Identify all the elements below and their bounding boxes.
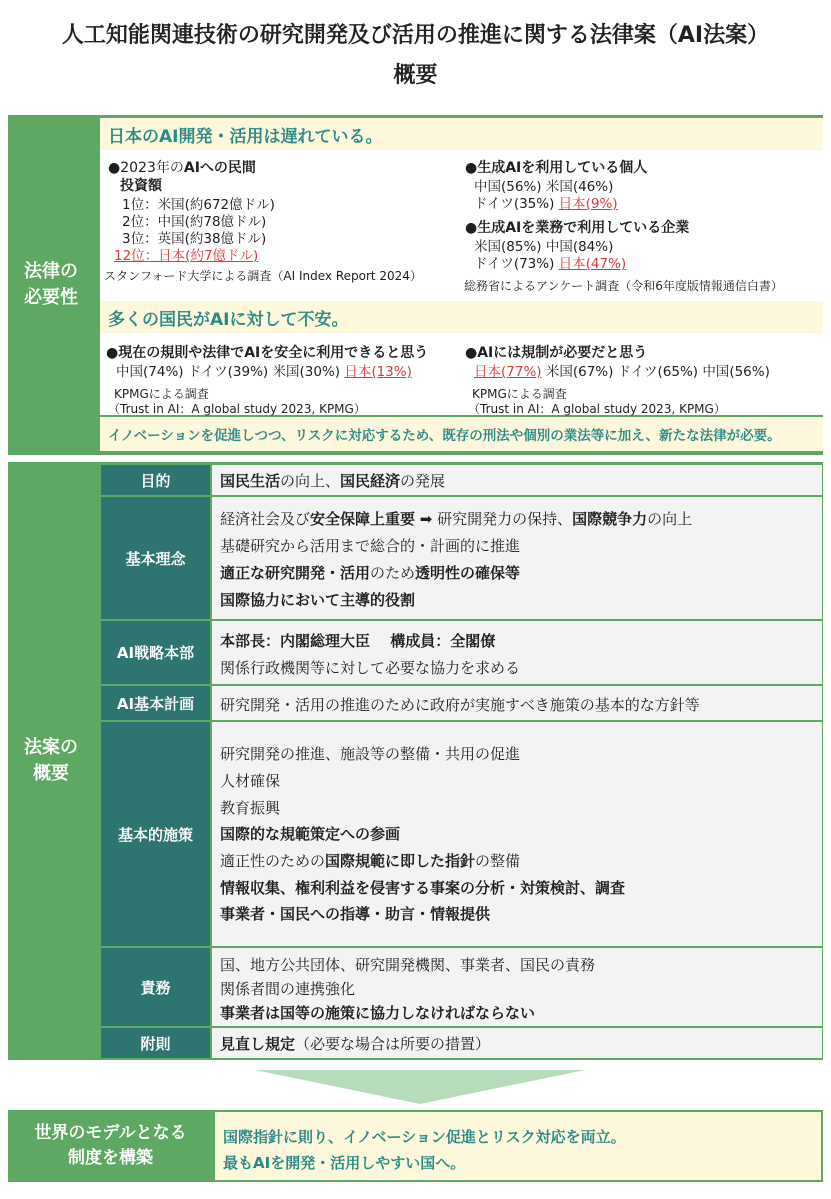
- goal-line2: 最もAIを開発・活用しやすい国へ。: [223, 1154, 466, 1172]
- row-label-supplementary: 附則: [101, 1028, 210, 1058]
- purpose-b1: 国民生活: [220, 472, 281, 490]
- purpose-t2: の発展: [400, 472, 446, 490]
- row-content-principles: [212, 497, 822, 619]
- enterprise-line1: 米国(85%) 中国(84%): [474, 239, 614, 255]
- principles-line3: [220, 562, 520, 583]
- purpose-b2: 国民経済: [340, 472, 401, 490]
- outline-label-line1: 法案の: [24, 736, 78, 758]
- principles-l1-t3: の向上: [647, 510, 693, 528]
- measures-l5-b1: 国際規範に即した指針: [325, 852, 476, 870]
- row-content-supplementary: [212, 1028, 822, 1058]
- necessity-section: [8, 115, 823, 455]
- safe-use-line-a: 中国(74%) ドイツ(39%) 米国(30%): [116, 364, 345, 380]
- row-label-plan: AI基本計画: [101, 686, 210, 720]
- investment-source: スタンフォード大学による調査（AI Index Report 2024）: [104, 269, 422, 283]
- principles-l1-b1: 安全保障上重要: [310, 510, 416, 528]
- enterprise-line2-a: ドイツ(73%): [474, 256, 559, 272]
- duties-l3-b1: 事業者は国等の施策に協力しなければならない: [220, 1004, 536, 1022]
- regulation-source2: （Trust in AI：A global study 2023, KPMG）: [468, 402, 726, 416]
- regulation-line-b: 米国(67%) ドイツ(65%) 中国(56%): [541, 364, 770, 380]
- individual-line1: 中国(56%) 米国(46%): [474, 179, 614, 195]
- measures-l5-t2: の整備: [475, 852, 521, 870]
- measures-line4: [220, 823, 400, 844]
- principles-l4-b1: 国際協力において主導的役割: [220, 591, 416, 609]
- enterprise-line2: [474, 252, 626, 272]
- supplementary-line1: [220, 1033, 490, 1054]
- regulation-line: [474, 360, 770, 380]
- row-label-duties: 責務: [101, 948, 210, 1026]
- safe-use-line-japan: 日本(13%): [344, 364, 412, 380]
- safe-use-source2: （Trust in AI：A global study 2023, KPMG）: [108, 402, 366, 416]
- delay-header: 日本のAI開発・活用は遅れている。: [100, 118, 823, 150]
- row-label-measures: 基本的施策: [101, 722, 210, 946]
- principles-l3-t1: のため: [370, 564, 416, 582]
- headquarters-line2: 関係行政機関等に対して必要な協力を求める: [220, 659, 521, 677]
- investment-rank12: 12位：日本(約7億ドル): [114, 248, 259, 264]
- investment-rank2: 2位：中国(約78億ドル): [122, 214, 267, 230]
- row-content-measures: [212, 722, 822, 946]
- investment-heading: [108, 157, 256, 177]
- necessity-label-line1: 法律の: [24, 260, 78, 282]
- safe-use-line: [116, 360, 412, 380]
- purpose-line: [220, 470, 445, 491]
- measures-line6: [220, 877, 625, 898]
- outline-label-line2: 概要: [33, 763, 69, 784]
- enterprise-source: 総務省によるアンケート調査（令和6年度版情報通信白書）: [464, 279, 783, 293]
- measures-l6-b1: 情報収集、権利利益を侵害する事案の分析・対策検討、調査: [220, 879, 626, 897]
- regulation-line-japan: 日本(77%): [474, 364, 542, 380]
- conclusion-bar: イノベーションを促進しつつ、リスクに対応するため、既存の刑法や個別の業法等に加え、新たな法律が必要。: [100, 417, 823, 451]
- anxiety-header: 多くの国民がAIに対して不安。: [100, 301, 823, 333]
- regulation-source1: KPMGによる調査: [472, 387, 567, 401]
- enterprise-heading: ●生成AIを業務で利用している企業: [465, 220, 690, 236]
- investment-rank1: 1位：米国(約672億ドル): [122, 197, 275, 213]
- enterprise-line2-japan: 日本(47%): [558, 256, 627, 272]
- measures-line7: [220, 903, 490, 924]
- goal-line1: 国際指針に則り、イノベーション促進とリスク対応を両立。: [223, 1128, 626, 1146]
- headquarters-l1-b1: 本部長：内閣総理大臣 構成員：全閣僚: [220, 632, 496, 650]
- duties-line1: 国、地方公共団体、研究開発機関、事業者、国民の責務: [220, 956, 596, 974]
- goal-side-label: [8, 1110, 213, 1182]
- goal-label-line1: 世界のモデルとなる: [34, 1123, 187, 1144]
- document-subtitle: 概要: [393, 63, 438, 88]
- necessity-side-label: [8, 115, 94, 455]
- duties-line3: [220, 1002, 535, 1023]
- purpose-t1: の向上、: [280, 472, 341, 490]
- row-content-purpose: [212, 465, 822, 495]
- row-label-purpose: 目的: [101, 465, 210, 495]
- principles-l1-t2: ➡ 研究開発力の保持、: [415, 510, 573, 528]
- safe-use-heading: ●現在の規則や法律でAIを安全に利用できると思う: [106, 345, 429, 361]
- row-content-headquarters: [212, 621, 822, 684]
- supplementary-l1-t1: （必要な場合は所要の措置）: [295, 1035, 491, 1053]
- measures-line5: [220, 850, 520, 871]
- goal-content: [213, 1110, 823, 1182]
- investment-heading-b: AIへの民間: [183, 160, 256, 176]
- individual-line2: [474, 192, 618, 212]
- measures-line1: 研究開発の推進、施設等の整備・共用の促進: [220, 745, 521, 763]
- goal-label-line2: 制度を構築: [68, 1148, 153, 1168]
- down-arrow-icon: [255, 1070, 585, 1104]
- investment-heading-a: ●2023年の: [108, 160, 184, 176]
- row-content-plan: [212, 686, 822, 720]
- individual-heading: ●生成AIを利用している個人: [465, 160, 648, 176]
- investment-heading-c: 投資額: [120, 178, 162, 194]
- principles-line2: 基礎研究から活用まで総合的・計画的に推進: [220, 537, 521, 555]
- regulation-heading: ●AIには規制が必要だと思う: [465, 345, 648, 361]
- necessity-label-line2: 必要性: [24, 287, 78, 308]
- row-label-principles: 基本理念: [101, 497, 210, 619]
- measures-l4-b1: 国際的な規範策定への参画: [220, 825, 401, 843]
- principles-l3-b1: 適正な研究開発・活用: [220, 564, 371, 582]
- row-label-headquarters: AI戦略本部: [101, 621, 210, 684]
- principles-l1-b2: 国際競争力: [572, 510, 648, 528]
- principles-line1: [220, 508, 692, 529]
- row-content-duties: [212, 948, 822, 1026]
- principles-l3-b2: 透明性の確保等: [415, 564, 521, 582]
- measures-line3: 教育振興: [220, 799, 281, 817]
- headquarters-line1: [220, 630, 495, 651]
- supplementary-l1-b1: 見直し規定: [220, 1035, 296, 1053]
- individual-line2-japan: 日本(9%): [558, 196, 618, 212]
- investment-rank3: 3位：英国(約38億ドル): [122, 231, 267, 247]
- outline-side-label: [8, 462, 94, 1060]
- principles-l1-t1: 経済社会及び: [220, 510, 311, 528]
- measures-l5-t1: 適正性のための: [220, 852, 326, 870]
- duties-line2: 関係者間の連携強化: [220, 980, 356, 998]
- measures-line2: 人材確保: [220, 772, 281, 790]
- safe-use-source1: KPMGによる調査: [114, 387, 209, 401]
- measures-l7-b1: 事業者・国民への指導・助言・情報提供: [220, 905, 491, 923]
- plan-line1: 研究開発・活用の推進のために政府が実施すべき施策の基本的な方針等: [220, 696, 700, 714]
- document-title: 人工知能関連技術の研究開発及び活用の推進に関する法律案（AI法案）: [61, 23, 770, 48]
- principles-line4: [220, 589, 415, 610]
- individual-line2-a: ドイツ(35%): [474, 196, 559, 212]
